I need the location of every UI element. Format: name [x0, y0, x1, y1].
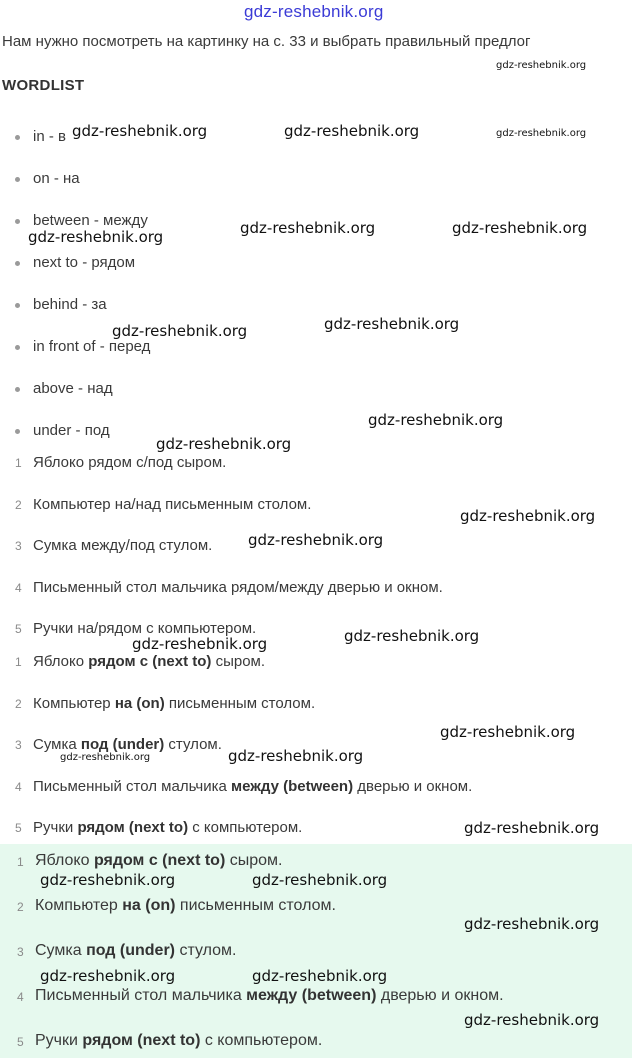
exercise-sentence: Компьютер на/над письменным столом. [33, 496, 312, 513]
watermark: gdz-reshebnik.org [252, 871, 388, 889]
watermark: gdz-reshebnik.org [40, 967, 176, 985]
watermark: gdz-reshebnik.org [240, 219, 376, 237]
watermark: gdz-reshebnik.org [496, 128, 587, 139]
answer-preposition: под (under) [80, 736, 165, 753]
bullet-icon [15, 135, 20, 140]
answer-number: 3 [17, 945, 24, 959]
answer-number: 4 [15, 780, 22, 794]
wordlist-item: behind - за [33, 296, 107, 313]
wordlist-item: above - над [33, 380, 113, 397]
answer-sentence: Ручки рядом (next to) с компьютером. [33, 819, 303, 836]
watermark: gdz-reshebnik.org [60, 752, 151, 763]
answer-sentence: Яблоко рядом с (next to) сыром. [33, 653, 266, 670]
watermark: gdz-reshebnik.org [112, 322, 248, 340]
answer-sentence: Сумка под (under) стулом. [35, 942, 237, 959]
answer-preposition: рядом с (next to) [88, 653, 212, 670]
watermark: gdz-reshebnik.org [28, 228, 164, 246]
answer-preposition: между (between) [230, 778, 354, 795]
exercise-sentence: Сумка между/под стулом. [33, 537, 213, 554]
watermark: gdz-reshebnik.org [496, 60, 587, 71]
answer-preposition: между (between) [246, 987, 377, 1004]
watermark: gdz-reshebnik.org [156, 435, 292, 453]
exercise-number: 3 [15, 539, 22, 553]
answer-sentence: Компьютер на (on) письменным столом. [33, 695, 316, 712]
wordlist-item: next to - рядом [33, 254, 136, 271]
watermark: gdz-reshebnik.org [40, 871, 176, 889]
exercise-sentence: Яблоко рядом с/под сыром. [33, 454, 227, 471]
answer-sentence: Компьютер на (on) письменным столом. [35, 897, 336, 914]
watermark: gdz-reshebnik.org [440, 723, 576, 741]
watermark: gdz-reshebnik.org [324, 315, 460, 333]
watermark: gdz-reshebnik.org [344, 627, 480, 645]
watermark: gdz-reshebnik.org [252, 967, 388, 985]
exercise-number: 1 [15, 456, 22, 470]
watermark: gdz-reshebnik.org [132, 635, 268, 653]
answer-preposition: рядом с (next to) [93, 852, 226, 869]
answer-preposition: под (under) [86, 942, 176, 959]
wordlist-title: WORDLIST [2, 77, 85, 94]
answer-preposition: рядом (next to) [82, 1032, 201, 1049]
answer-sentence: Ручки рядом (next to) с компьютером. [35, 1032, 323, 1049]
bullet-icon [15, 261, 20, 266]
bullet-icon [15, 177, 20, 182]
bullet-icon [15, 387, 20, 392]
answer-number: 2 [17, 900, 24, 914]
watermark: gdz-reshebnik.org [248, 531, 384, 549]
watermark: gdz-reshebnik.org [464, 915, 600, 933]
watermark: gdz-reshebnik.org [464, 1011, 600, 1029]
exercise-sentence: Письменный стол мальчика рядом/между дверью и окном. [33, 579, 443, 596]
watermark: gdz-reshebnik.org [368, 411, 504, 429]
bullet-icon [15, 429, 20, 434]
bullet-icon [15, 303, 20, 308]
bullet-icon [15, 219, 20, 224]
answer-number: 1 [15, 655, 22, 669]
answer-sentence: Сумка под (under) стулом. [33, 736, 222, 753]
answer-sentence: Яблоко рядом с (next to) сыром. [35, 852, 283, 869]
wordlist-item: on - на [33, 170, 80, 187]
answer-number: 4 [17, 990, 24, 1004]
answer-number: 5 [17, 1035, 24, 1049]
watermark: gdz-reshebnik.org [228, 747, 364, 765]
answer-number: 2 [15, 697, 22, 711]
wordlist-item: in front of - перед [33, 338, 151, 355]
answer-preposition: рядом (next to) [77, 819, 189, 836]
wordlist-item: between - между [33, 212, 148, 229]
watermark: gdz-reshebnik.org [72, 122, 208, 140]
exercise-number: 2 [15, 498, 22, 512]
watermark: gdz-reshebnik.org [452, 219, 588, 237]
watermark: gdz-reshebnik.org [284, 122, 420, 140]
wordlist-item: under - под [33, 422, 110, 439]
answer-sentence: Письменный стол мальчика между (between) дверью и окном. [33, 778, 473, 795]
exercise-number: 5 [15, 622, 22, 636]
site-link[interactable]: gdz-reshebnik.org [244, 2, 384, 21]
exercise-sentence: Ручки на/рядом с компьютером. [33, 620, 257, 637]
watermark: gdz-reshebnik.org [464, 819, 600, 837]
answer-number: 5 [15, 821, 22, 835]
answer-preposition: на (on) [114, 695, 165, 712]
answer-number: 1 [17, 855, 24, 869]
bullet-icon [15, 345, 20, 350]
answer-number: 3 [15, 738, 22, 752]
answer-sentence: Письменный стол мальчика между (between) дверью и окном. [35, 987, 504, 1004]
answer-preposition: на (on) [122, 897, 176, 914]
instruction-text: Нам нужно посмотреть на картинку на с. 33 и выбрать правильный предлог [2, 33, 531, 50]
exercise-number: 4 [15, 581, 22, 595]
wordlist-item: in - в [33, 128, 66, 145]
watermark: gdz-reshebnik.org [460, 507, 596, 525]
